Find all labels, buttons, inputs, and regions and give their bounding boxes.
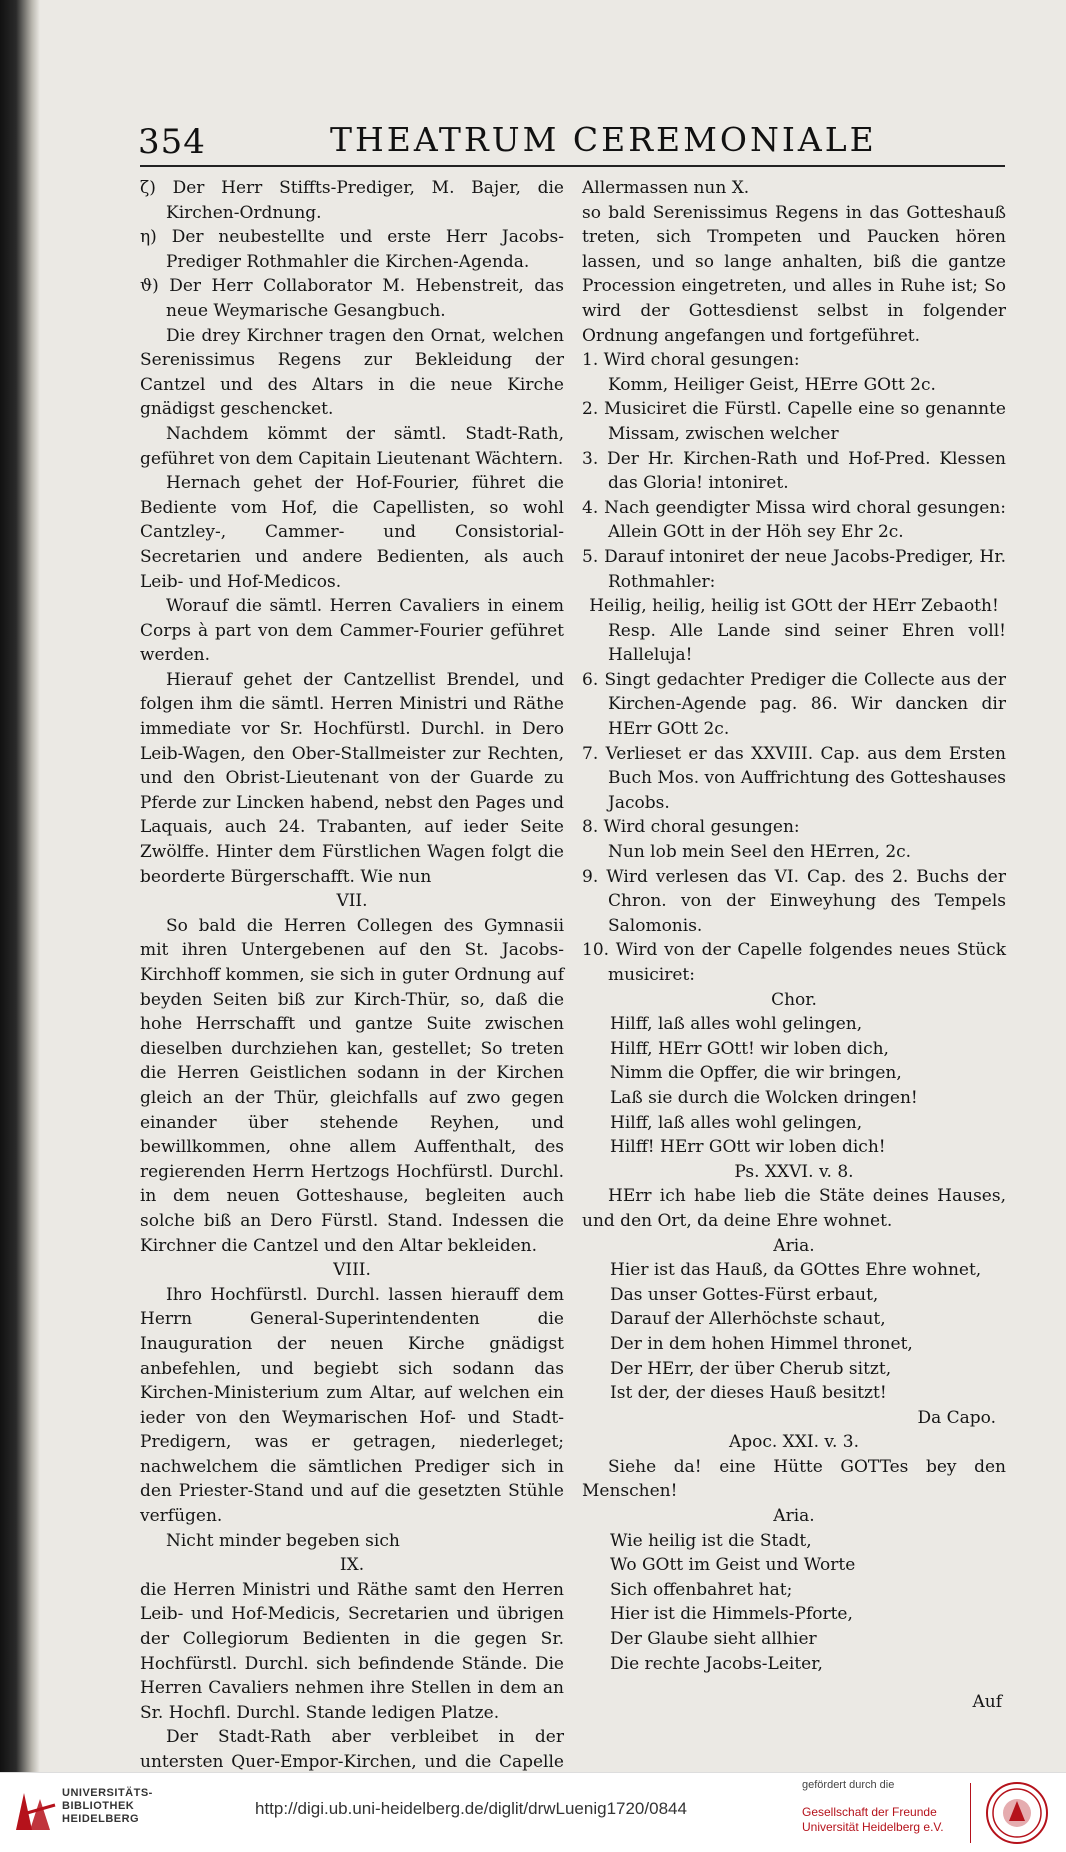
text-paragraph: Hier ist das Hauß, da GOttes Ehre wohnet, <box>610 1260 982 1281</box>
text-paragraph: Nimm die Opffer, die wir bringen, <box>610 1063 902 1084</box>
text-paragraph: Apoc. XXI. v. 3. <box>728 1432 860 1453</box>
viewer-footer <box>0 1772 1066 1852</box>
text-paragraph: Allermassen nun X. <box>582 178 750 198</box>
text-paragraph: ζ) Der Herr Stiffts-Prediger, M. Bajer, die Kirchen-Ordnung. <box>140 178 564 223</box>
text-paragraph: 6. Singt gedachter Prediger die Collecte aus der Kirchen-Agende pag. 86. Wir dancken dir HErr GOtt 2c. <box>582 669 1006 740</box>
text-paragraph: Nun lob mein Seel den HErren, 2c. <box>608 842 912 863</box>
text-paragraph: Hier ist die Himmels-Pforte, <box>610 1604 853 1625</box>
text-paragraph: Hilff! HErr GOtt wir loben dich! <box>610 1137 886 1158</box>
text-paragraph: Hilff, HErr GOtt! wir loben dich, <box>610 1038 889 1059</box>
text-paragraph: Ps. XXVI. v. 8. <box>734 1161 854 1182</box>
text-paragraph: Siehe da! eine Hütte GOTTes bey den Menschen! <box>582 1456 1006 1502</box>
text-paragraph: Die drey Kirchner tragen den Ornat, welchen Serenissimus Regens zur Bekleidung der Cantzel und des Altars in die neue Kirche gnädigst geschencket. <box>140 325 564 420</box>
text-paragraph: VIII. <box>333 1260 371 1281</box>
right-column <box>582 176 1006 1715</box>
text-paragraph: 2. Musiciret die Fürstl. Capelle eine so genannte Missam, zwischen welcher <box>582 399 1006 444</box>
text-paragraph: Nicht minder begeben sich <box>166 1530 400 1551</box>
text-paragraph: 3. Der Hr. Kirchen-Rath und Hof-Pred. Klessen das Gloria! intoniret. <box>582 448 1006 494</box>
society-line-2: Universität Heidelberg e.V. <box>802 1820 944 1834</box>
permalink-url[interactable]: http://digi.ub.uni-heidelberg.de/diglit/drwLuenig1720/0844 <box>255 1799 687 1818</box>
text-paragraph: Wie heilig ist die Stadt, <box>610 1530 812 1551</box>
text-paragraph: Auf <box>972 1692 1002 1713</box>
book-gutter <box>0 0 40 1772</box>
text-paragraph: Das unser Gottes-Fürst erbaut, <box>610 1284 879 1305</box>
text-paragraph: 7. Verlieset er das XXVIII. Cap. aus dem Ersten Buch Mos. von Auffrichtung des Gotteshauses Jacobs. <box>582 743 1006 813</box>
text-paragraph: 10. Wird von der Capelle folgendes neues Stück musiciret: <box>582 940 1006 985</box>
text-paragraph: 4. Nach geendigter Missa wird choral gesungen: Allein GOtt in der Höh sey Ehr 2c. <box>582 497 1006 543</box>
library-line-2: BIBLIOTHEK <box>62 1800 135 1812</box>
text-paragraph: Darauf der Allerhöchste schaut, <box>610 1309 886 1330</box>
funded-by-label: gefördert durch die <box>802 1779 895 1791</box>
text-paragraph: Komm, Heiliger Geist, HErre GOtt 2c. <box>608 374 936 395</box>
society-name[interactable] <box>802 1805 944 1835</box>
university-seal-icon[interactable] <box>985 1781 1049 1845</box>
left-column <box>140 176 564 1824</box>
text-paragraph: Der in dem hohen Himmel thronet, <box>610 1333 913 1354</box>
text-paragraph: HErr ich habe lieb die Stäte deines Hauses, und den Ort, da deine Ehre wohnet. <box>582 1186 1006 1231</box>
text-paragraph: Der Stadt-Rath aber verbleibet in der untersten Quer-Empor-Kirchen, und die Capelle <box>140 1727 564 1772</box>
text-paragraph: Hilff, laß alles wohl gelingen, <box>610 1112 863 1133</box>
text-paragraph: Hilff, laß alles wohl gelingen, <box>610 1014 863 1035</box>
running-title: THEATRUM CEREMONIALE <box>330 120 877 159</box>
text-paragraph: Laß sie durch die Wolcken dringen! <box>610 1087 918 1108</box>
text-paragraph: IX. <box>339 1555 365 1576</box>
text-paragraph: Chor. <box>771 989 817 1010</box>
text-paragraph: So bald die Herren Collegen des Gymnasii mit ihren Untergebenen auf den St. Jacobs-Kirchhoff kommen, sie sich in guter Ordnung auf beyden Seiten biß zur Kirch-Thür, so, daß die hohe Herrschafft und gantze Suite zwischen dieselben durchziehen kan, gestellet; So treten die Herren Geistlichen sodann in der Kirchen gleich an der Thür, gleichfalls auf zwo gegen einander über stehende Reyhen, und bewillkommen, ohne allem Auffenthalt, des regierenden Herrn Hertzogs Hochfürstl. Durchl. in dem neuen Gotteshause, begleiten auch solche biß an Dero Fürstl. Stand. Indessen die Kirchner die Cantzel und den Altar bekleiden. <box>140 915 564 1256</box>
text-paragraph: 5. Darauf intoniret der neue Jacobs-Prediger, Hr. Rothmahler: <box>582 546 1006 592</box>
society-line-1: Gesellschaft der Freunde <box>802 1805 937 1819</box>
text-paragraph: Ist der, der dieses Hauß besitzt! <box>610 1383 887 1404</box>
text-paragraph: Der Glaube sieht allhier <box>610 1629 817 1650</box>
text-paragraph: Die rechte Jacobs-Leiter, <box>610 1653 823 1674</box>
text-paragraph: Aria. <box>773 1506 815 1527</box>
text-paragraph: Hernach gehet der Hof-Fourier, führet die Bediente vom Hof, die Capellisten, so wohl Cantzley-, Cammer- und Consistorial-Secretarien und andere Bedienten, als auch Leib- und Hof-Medicos. <box>140 473 564 592</box>
header-rule <box>140 165 1005 167</box>
text-paragraph: Nachdem kömmt der sämtl. Stadt-Rath, geführet von dem Capitain Lieutenant Wächtern. <box>140 423 564 469</box>
text-paragraph: Resp. Alle Lande sind seiner Ehren voll! Halleluja! <box>608 620 1006 666</box>
text-paragraph: Der HErr, der über Cherub sitzt, <box>610 1358 892 1379</box>
text-paragraph: Sich offenbahret hat; <box>610 1579 793 1600</box>
text-paragraph: Ihro Hochfürstl. Durchl. lassen hierauff dem Herrn General-Superintendenten die Inauguration der neuen Kirche gnädigst anbefehlen, und begiebt sich sodann das Kirchen-Ministerium zum Altar, auf welchen ein ieder von den Weymarischen Hof- und Stadt-Predigern, was er getragen, niederleget; nachwelchem die sämtlichen Prediger sich in den Priester-Stand und auf die gesetzten Stühle verfügen. <box>140 1284 564 1527</box>
text-paragraph: Worauf die sämtl. Herren Cavaliers in einem Corps à part von dem Cammer-Fourier geführet werden. <box>140 596 564 666</box>
text-paragraph: die Herren Ministri und Räthe samt den Herren Leib- und Hof-Medicis, Secretarien und übrigen der Collegiorum Bedienten in die gegen Sr. Hochfürstl. Durchl. sich befindende Stände. Die Herren Cavaliers nehmen ihre Stellen in dem an Sr. Hochfl. Durchl. Stande ledigen Platze. <box>140 1579 564 1723</box>
page-number: 354 <box>138 122 206 162</box>
text-paragraph: η) Der neubestellte und erste Herr Jacobs-Prediger Rothmahler die Kirchen-Agenda. <box>140 227 564 272</box>
text-paragraph: Heilig, heilig, heilig ist GOtt der HErr Zebaoth! <box>589 596 999 617</box>
text-paragraph: Hierauf gehet der Cantzellist Brendel, und folgen ihm die sämtl. Herren Ministri und Räthe immediate vor Sr. Hochfürstl. Durchl. in Dero Leib-Wagen, den Ober-Stallmeister zur Rechten, und den Obrist-Lieutenant von der Guarde zu Pferde zur Lincken habend, nebst den Pages und Laquais, auch 24. Trabanten, auf ieder Seite Zwölffe. Hinter dem Fürstlichen Wagen folgt die beorderte Bürgerschafft. Wie nun <box>140 669 564 887</box>
text-paragraph: VII. <box>336 891 368 912</box>
library-line-1: UNIVERSITÄTS- <box>62 1787 153 1799</box>
text-paragraph: Da Capo. <box>917 1407 996 1428</box>
library-name <box>62 1787 153 1826</box>
text-paragraph: 8. Wird choral gesungen: <box>582 817 800 838</box>
text-paragraph: Aria. <box>773 1235 815 1256</box>
footer-divider <box>970 1783 971 1843</box>
text-paragraph: Wo GOtt im Geist und Worte <box>610 1555 856 1576</box>
text-paragraph: 9. Wird verlesen das VI. Cap. des 2. Buchs der Chron. von der Einweyhung des Tempels Salomonis. <box>582 866 1006 936</box>
library-line-3: HEIDELBERG <box>62 1813 140 1825</box>
text-paragraph: 1. Wird choral gesungen: <box>582 350 800 371</box>
text-paragraph: so bald Serenissimus Regens in das Gotteshauß treten, sich Trompeten und Paucken hören lassen, und so lange anhalten, biß die gantze Procession eingetreten, und alles in Ruhe ist; So wird der Gottesdienst selbst in folgender Ordnung angefangen und fortgeführet. <box>582 202 1006 346</box>
text-paragraph: ϑ) Der Herr Collaborator M. Hebenstreit, das neue Weymarische Gesangbuch. <box>140 276 564 321</box>
